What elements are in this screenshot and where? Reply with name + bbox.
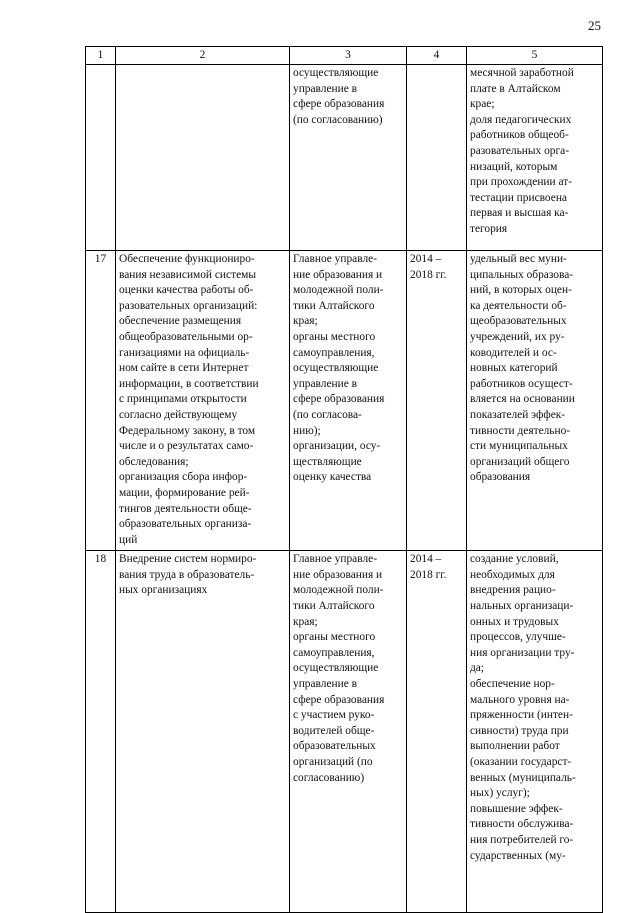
- header-col-4: 4: [407, 47, 467, 65]
- header-col-5: 5: [467, 47, 603, 65]
- row-number: 17: [86, 251, 116, 551]
- table-row-18: [86, 551, 603, 913]
- measure-cell: [116, 65, 290, 251]
- period-cell: 2014 – 2018 гг.: [407, 551, 467, 913]
- row-number: [86, 65, 116, 251]
- period-cell: [407, 65, 467, 251]
- header-col-3: 3: [290, 47, 407, 65]
- row-number: 18: [86, 551, 116, 913]
- period-cell: 2014 – 2018 гг.: [407, 251, 467, 551]
- indicators-cell: месячной заработной плате в Алтайском крае; доля педагогических работников общеоб- разовательных орга- низаций, которым при прохождении ат- тестации присвоена первая и высшая ка- тегория: [467, 65, 603, 251]
- indicators-cell: удельный вес муни- ципальных образова- ний, в которых оцен- ка деятельности об- щеобразовательных учреждений, их ру- ководителей и ос- новных категорий работников осущест- вляется на основании показателей эффек- тивности деятельно- сти муниципальных организаций общего образования: [467, 251, 603, 551]
- executors-cell: осуществляющие управление в сфере образования (по согласованию): [290, 65, 407, 251]
- measure-cell: Обеспечение функциониро- вания независимой системы оценки качества работы об- разовательных организаций: обеспечение размещения общеобразовательными ор- ганизациями на официаль- ном сайте в сети Интернет информации, в соответствии с принципами открытости согласно действующему Федеральному закону, в том числе и о результатах само- обследования; организация сбора инфор- мации, формирование рей- тингов деятельности обще- образовательных организа- ций: [116, 251, 290, 551]
- executors-cell: Главное управле- ние образования и молодежной поли- тики Алтайского края; органы местного самоуправления, осуществляющие управление в сфере образования с участием руко- водителей обще- образовательных организаций (по согласованию): [290, 551, 407, 913]
- measure-cell: Внедрение систем нормиро- вания труда в образователь- ных организациях: [116, 551, 290, 913]
- page-number: 25: [588, 18, 601, 33]
- indicators-cell: создание условий, необходимых для внедрения рацио- нальных организаци- онных и трудовых процессов, улучше- ния организации тру- да; обеспечение нор- мального уровня на- пряженности (интен- сивности) труда при выполнении работ (оказании государст- венных (муниципаль- ных) услуг); повышение эффек- тивности обслужива- ния потребителей го- сударственных (му-: [467, 551, 603, 913]
- executors-cell: Главное управле- ние образования и молодежной поли- тики Алтайского края; органы местного самоуправления, осуществляющие управление в сфере образования (по согласова- нию); организации, осу- ществляющие оценку качества: [290, 251, 407, 551]
- table-row-17: [86, 251, 603, 551]
- table-row-continuation: [86, 65, 603, 251]
- measures-table: [85, 46, 603, 913]
- header-row: [86, 47, 603, 65]
- header-col-1: 1: [86, 47, 116, 65]
- header-col-2: 2: [116, 47, 290, 65]
